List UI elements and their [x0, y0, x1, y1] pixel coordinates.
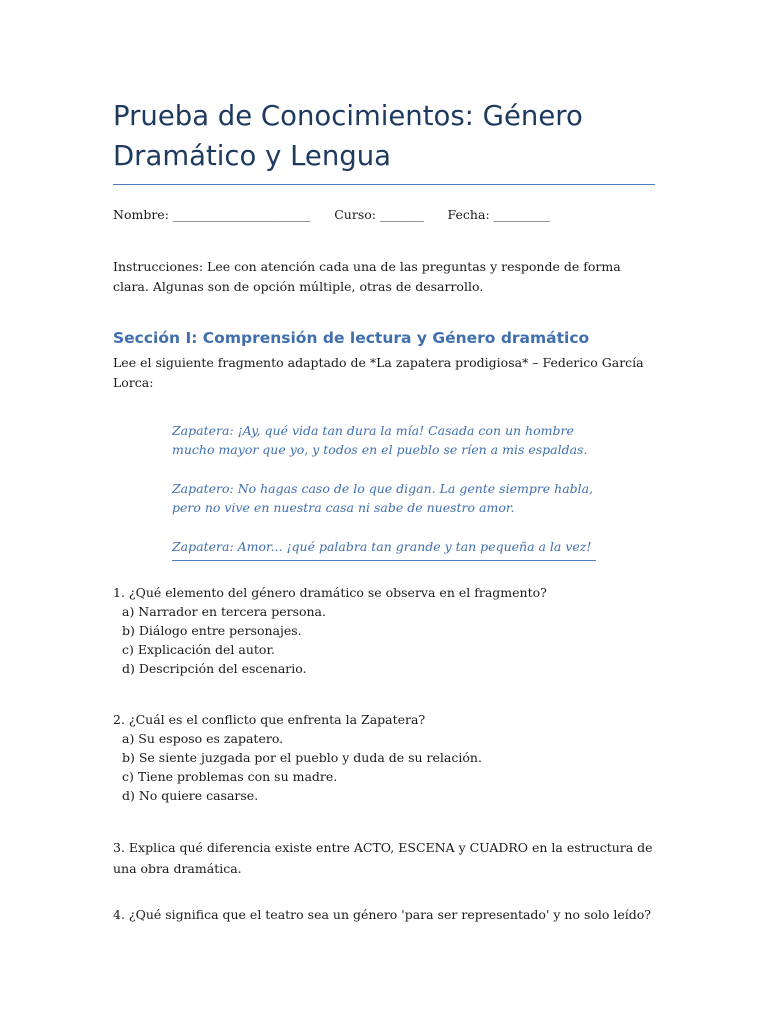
- fecha-field: Fecha: _________: [447, 207, 550, 222]
- curso-field: Curso: _______: [334, 207, 424, 222]
- student-info-line: [113, 205, 658, 225]
- section-intro: Lee el siguiente fragmento adaptado de *La zapatera prodigiosa* – Federico García Lorca:: [113, 355, 644, 390]
- option-a: a) Su esposo es zapatero.: [122, 731, 284, 746]
- nombre-field: Nombre: ______________________: [113, 207, 311, 222]
- quote-line: Zapatera: Amor... ¡qué palabra tan grande y tan pequeña a la vez!: [172, 539, 592, 554]
- option-c: c) Explicación del autor.: [122, 642, 276, 657]
- question-text: 2. ¿Cuál es el conflicto que enfrenta la Zapatera?: [113, 712, 426, 727]
- instructions-text: Instrucciones: Lee con atención cada una de las preguntas y responde de forma clara. Algunas son de opción múltiple, otras de desarrollo.: [113, 259, 621, 294]
- question-text: 3. Explica qué diferencia existe entre ACTO, ESCENA y CUADRO en la estructura de una obra dramática.: [113, 840, 653, 876]
- question-3: [113, 837, 658, 879]
- option-c: c) Tiene problemas con su madre.: [122, 769, 338, 784]
- option-b: b) Se siente juzgada por el pueblo y duda de su relación.: [122, 750, 482, 765]
- section-heading: Sección I: Comprensión de lectura y Género dramático: [113, 329, 590, 347]
- quote-line: Zapatero: No hagas caso de lo que digan. La gente siempre habla, pero no vive en nuestra casa ni sabe de nuestro amor.: [172, 481, 594, 515]
- quote-line: Zapatera: ¡Ay, qué vida tan dura la mía! Casada con un hombre mucho mayor que yo, y todos en el pueblo se ríen a mis espaldas.: [172, 423, 588, 457]
- question-text: 4. ¿Qué significa que el teatro sea un género 'para ser representado' y no solo leído?: [113, 907, 652, 922]
- option-a: a) Narrador en tercera persona.: [122, 604, 326, 619]
- dialogue-quote: [172, 421, 596, 561]
- option-d: d) Descripción del escenario.: [122, 661, 307, 676]
- option-d: d) No quiere casarse.: [122, 788, 259, 803]
- option-b: b) Diálogo entre personajes.: [122, 623, 302, 638]
- question-2: [113, 710, 658, 805]
- document-title: Prueba de Conocimientos: Género Dramático y Lengua: [113, 96, 655, 185]
- question-text: 1. ¿Qué elemento del género dramático se observa en el fragmento?: [113, 585, 547, 600]
- question-4: [113, 905, 658, 924]
- document-page: [113, 96, 658, 924]
- question-1: [113, 583, 658, 678]
